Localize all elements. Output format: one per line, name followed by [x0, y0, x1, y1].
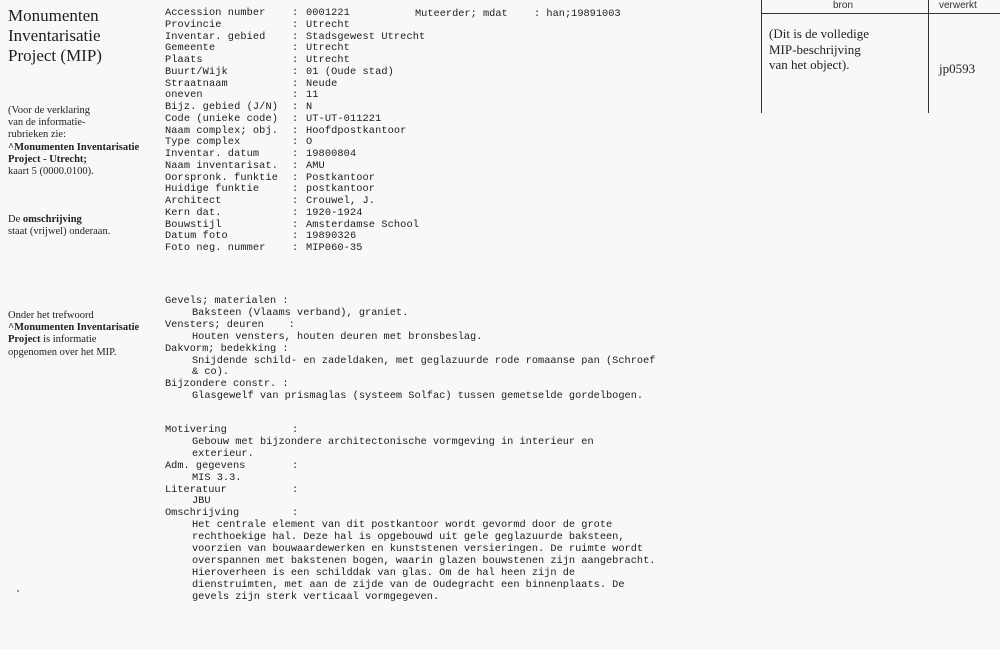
- record-field: Foto neg. nummer : MIP060-35: [165, 242, 363, 254]
- record-field: Bouwstijl : Amsterdamse School: [165, 218, 420, 231]
- section-text: exterieur.: [192, 447, 254, 460]
- field-label: Accession number: [165, 7, 266, 19]
- field-value: Hoofdpostkantoor: [306, 124, 407, 137]
- section-text: overspannen met bakstenen bogen, waarin glazen bouwstenen zijn aangebracht.: [192, 554, 656, 567]
- record-field: Naam inventarisat. : AMU: [165, 159, 325, 172]
- field-label: Plaats: [165, 54, 203, 66]
- field-value: Stadsgewest Utrecht: [306, 30, 426, 43]
- record-field: Huidige funktie : postkantoor: [165, 183, 376, 196]
- field-label: Inventar. gebied: [165, 30, 266, 43]
- section-text: dienstruimten, met aan de zijde van de Oudegracht een binnenplaats. De: [192, 578, 625, 591]
- field-label: Bijz. gebied (J/N): [165, 101, 279, 113]
- section-text: JBU: [192, 495, 211, 508]
- field-label: Architect: [165, 195, 222, 207]
- column-header-bron: bron: [833, 0, 854, 11]
- field-value: Utrecht: [306, 18, 350, 31]
- record-field: oneven : 11: [165, 89, 319, 102]
- source-table: [761, 0, 1000, 113]
- field-label: Naam inventarisat.: [165, 159, 279, 172]
- field-value: 0001221: [306, 7, 350, 19]
- field-label: Inventar. datum: [165, 148, 260, 160]
- mip-title: Monumenten Inventarisatie Project (MIP): [8, 6, 102, 65]
- legend-note: (Voor de verklaring van de informatie- rubrieken zie: ^Monumenten Inventarisatie Project - Utrecht; kaart 5 (0000.0100).: [8, 105, 140, 178]
- field-label: Oorspronk. funktie: [165, 171, 279, 184]
- field-value: N: [306, 101, 313, 113]
- section-heading: Adm. gegevens :: [165, 459, 299, 472]
- section-heading: Literatuur :: [165, 483, 299, 496]
- field-value: 01 (Oude stad): [306, 65, 394, 78]
- field-label: Provincie: [165, 18, 222, 31]
- field-label: Code (unieke code): [165, 112, 279, 125]
- field-label: Datum foto: [165, 230, 228, 243]
- record-field: Bijz. gebied (J/N) : N: [165, 101, 313, 113]
- field-value: Crouwel, J.: [306, 195, 376, 207]
- section-text: rechthoekige hal. Deze hal is opgebouwd uit gele geglazuurde baksteen,: [192, 531, 625, 544]
- field-value: Neude: [306, 77, 338, 90]
- section-text: Gebouw met bijzondere architectonische vormgeving in interieur en: [192, 435, 594, 448]
- record-field: Gemeente : Utrecht: [165, 42, 350, 55]
- section-heading: Omschrijving :: [165, 507, 299, 520]
- section-text: Hieroverheen is een schilddak van glas. Om de hal heen zijn de: [192, 566, 576, 579]
- field-value: postkantoor: [306, 183, 376, 196]
- field-value: 1920-1924: [306, 206, 363, 219]
- field-label: Type complex: [165, 136, 241, 149]
- field-label: Kern dat.: [165, 206, 222, 219]
- bron-cell: (Dit is de volledige MIP-beschrijving van het object).: [769, 26, 870, 72]
- record-field: Architect : Crouwel, J.: [165, 195, 376, 207]
- field-value: 19800804: [306, 148, 357, 160]
- record-field: Code (unieke code) : UT-UT-011221: [165, 112, 382, 125]
- section-text: & co).: [192, 366, 230, 379]
- section-text: Snijdende schild- en zadeldaken, met geglazuurde rode romaanse pan (Schroef: [192, 354, 656, 367]
- field-value: AMU: [306, 159, 325, 172]
- section-text: Glasgewelf van prismaglas (systeem Solfac) tussen gemetselde gordelbogen.: [192, 390, 644, 403]
- field-value: Utrecht: [306, 42, 350, 55]
- mutator-field: Muteerder; mdat : han;19891003: [415, 8, 621, 20]
- field-label: Bouwstijl: [165, 218, 222, 231]
- mip-header: [8, 6, 158, 66]
- keyword-note: Onder het trefwoord ^Monumenten Inventarisatie Project is informatie opgenomen over het MIP.: [8, 310, 140, 358]
- field-label: Huidige funktie: [165, 183, 260, 196]
- section-heading: Motivering :: [165, 424, 299, 436]
- record-fields: [165, 8, 725, 255]
- field-value: 19890326: [306, 230, 357, 243]
- field-value: 11: [306, 89, 319, 102]
- field-value: MIP060-35: [306, 242, 363, 254]
- record-field: Straatnaam : Neude: [165, 77, 338, 90]
- field-value: UT-UT-011221: [306, 112, 382, 125]
- record-field: Inventar. gebied : Stadsgewest Utrecht: [165, 30, 426, 43]
- section-heading: Dakvorm; bedekking :: [165, 342, 289, 355]
- record-field: Naam complex; obj. : Hoofdpostkantoor: [165, 124, 407, 137]
- section-text: voorzien van bouwaardewerken en kunststenen versieringen. De ruimte wordt: [192, 543, 644, 556]
- field-value: Amsterdamse School: [306, 218, 420, 231]
- record-field: Inventar. datum : 19800804: [165, 148, 357, 160]
- field-value: O: [306, 136, 313, 149]
- field-value: Utrecht: [306, 54, 350, 66]
- section-text: Baksteen (Vlaams verband), graniet.: [192, 306, 409, 319]
- scan-speck: [17, 590, 19, 592]
- field-label: oneven: [165, 89, 203, 102]
- section-heading: Gevels; materialen :: [165, 295, 289, 307]
- field-label: Buurt/Wijk: [165, 65, 228, 78]
- description-note: De omschrijving staat (vrijwel) onderaan.: [8, 214, 111, 238]
- section-text: gevels zijn sterk verticaal vormgegeven.: [192, 590, 440, 603]
- record-field: Provincie : Utrecht: [165, 18, 350, 31]
- record-field: Accession number : 0001221: [165, 7, 350, 19]
- record-field: Datum foto : 19890326: [165, 230, 357, 243]
- record-field: Type complex : O: [165, 136, 313, 149]
- field-value: Postkantoor: [306, 171, 376, 184]
- section-heading: Bijzondere constr. :: [165, 378, 289, 391]
- column-header-verwerkt: verwerkt: [939, 0, 977, 11]
- record-field: Plaats : Utrecht: [165, 54, 350, 66]
- record-field: Oorspronk. funktie : Postkantoor: [165, 171, 376, 184]
- field-label: Gemeente: [165, 42, 216, 55]
- record-field: Kern dat. : 1920-1924: [165, 206, 363, 219]
- section-heading: Vensters; deuren :: [165, 318, 295, 331]
- section-text: Het centrale element van dit postkantoor wordt gevormd door de grote: [192, 519, 613, 532]
- section-text: MIS 3.3.: [192, 471, 242, 484]
- verwerkt-cell: jp0593: [939, 61, 976, 76]
- field-label: Naam complex; obj.: [165, 124, 279, 137]
- description-sections: [165, 425, 725, 604]
- section-text: Houten vensters, houten deuren met bronsbeslag.: [192, 330, 483, 343]
- record-field: Buurt/Wijk : 01 (Oude stad): [165, 65, 394, 78]
- field-label: Straatnaam: [165, 77, 228, 90]
- material-sections: [165, 296, 725, 403]
- field-label: Foto neg. nummer: [165, 242, 266, 254]
